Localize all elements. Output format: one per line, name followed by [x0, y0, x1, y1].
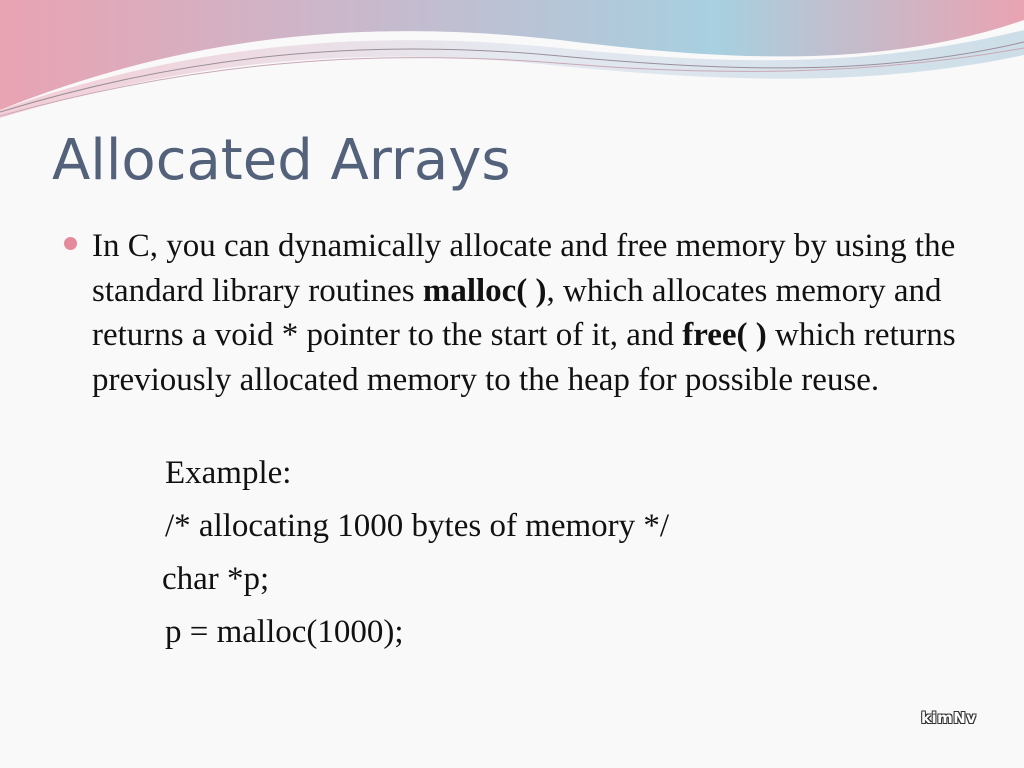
bullet-bold-free: free( )	[682, 317, 767, 353]
bullet-paragraph	[92, 224, 972, 402]
example-code-line: /* allocating 1000 bytes of memory */	[165, 508, 670, 544]
footer-logo: kimNv	[921, 709, 977, 727]
bullet-text-3: which returns previously allocated memory to the heap for possible reuse.	[92, 317, 956, 398]
decorative-wave-header	[0, 0, 1024, 130]
example-code-line: char *p;	[162, 561, 270, 597]
bullet-text-2: , which allocates memory and returns a void * pointer to the start of it, and	[92, 272, 942, 353]
bullet-bold-malloc: malloc( )	[422, 272, 547, 309]
bullet-dot	[64, 237, 77, 250]
slide-title: Allocated Arrays	[52, 128, 511, 193]
bullet-text-1: In C, you can dynamically allocate and free memory by using the standard library routines	[92, 228, 956, 309]
example-code-line: p = malloc(1000);	[165, 614, 404, 650]
example-label: Example:	[165, 455, 292, 491]
